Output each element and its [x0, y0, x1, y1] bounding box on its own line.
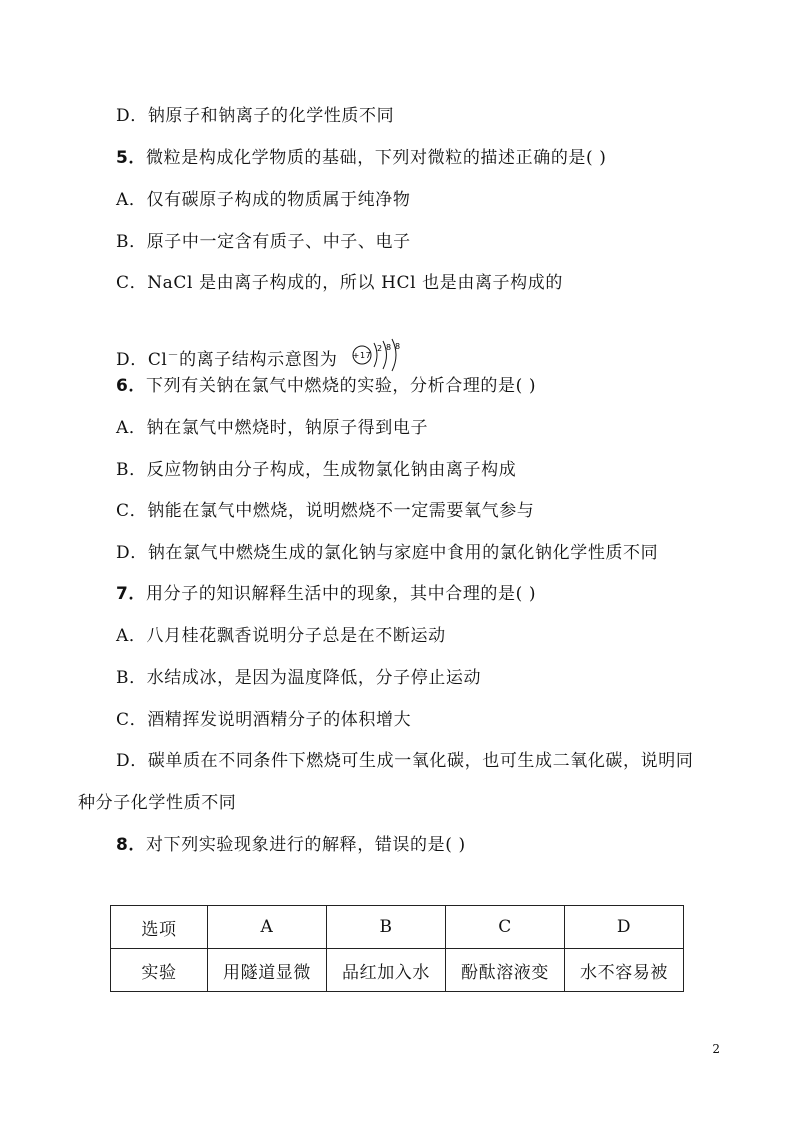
table-cell: 酚酞溶液变 [446, 949, 565, 992]
q7-number: 7． [116, 584, 147, 604]
shell-2-count: 8 [385, 343, 392, 352]
table-cell: 用隧道显微 [208, 949, 327, 992]
q5-option-c: C．NaCl 是由离子构成的，所以 HCl 也是由离子构成的 [116, 273, 563, 293]
q5-number: 5． [116, 148, 147, 168]
q5-option-b: B．原子中一定含有质子、中子、电子 [116, 232, 411, 252]
q5-stem: 5．微粒是构成化学物质的基础，下列对微粒的描述正确的是( ) [116, 148, 607, 168]
table-cell: 选项 [111, 906, 208, 949]
q6-option-a: A．钠在氯气中燃烧时，钠原子得到电子 [116, 418, 429, 438]
q7-stem: 7．用分子的知识解释生活中的现象，其中合理的是( ) [116, 584, 537, 604]
q8-stem: 8．对下列实验现象进行的解释，错误的是( ) [116, 835, 466, 855]
table-cell: 实验 [111, 949, 208, 992]
shell-3-count: 8 [394, 342, 401, 351]
table-cell: A [208, 906, 327, 949]
table-row [111, 949, 684, 992]
q6-number: 6． [116, 376, 147, 396]
table-cell: 品红加入水 [327, 949, 446, 992]
q7-option-a: A．八月桂花飘香说明分子总是在不断运动 [116, 626, 446, 646]
page-number: 2 [712, 1042, 720, 1056]
q6-option-b: B．反应物钠由分子构成，生成物氯化钠由离子构成 [116, 460, 517, 480]
q4-option-d: D．钠原子和钠离子的化学性质不同 [116, 106, 395, 126]
nucleus-label: +17 [352, 351, 371, 360]
table-cell: C [446, 906, 565, 949]
q7-option-b: B．水结成冰，是因为温度降低，分子停止运动 [116, 668, 482, 688]
ion-charge: － [167, 348, 180, 362]
q8-number: 8． [116, 835, 147, 855]
table-cell: D [565, 906, 684, 949]
options-table [110, 905, 684, 992]
table-cell: B [327, 906, 446, 949]
table-row [111, 906, 684, 949]
q5-option-a: A．仅有碳原子构成的物质属于纯净物 [116, 190, 411, 210]
q7-option-d-line1: D．碳单质在不同条件下燃烧可生成一氧化碳，也可生成二氧化碳，说明同 [116, 751, 694, 771]
table-cell: 水不容易被 [565, 949, 684, 992]
q5-option-d: D．Cl－的离子结构示意图为 +17 2 8 8 [116, 337, 410, 373]
q6-option-c: C．钠能在氯气中燃烧，说明燃烧不一定需要氧气参与 [116, 501, 535, 521]
chloride-ion-structure-diagram [350, 337, 410, 373]
q7-option-c: C．酒精挥发说明酒精分子的体积增大 [116, 710, 412, 730]
q6-stem: 6．下列有关钠在氯气中燃烧的实验，分析合理的是( ) [116, 376, 537, 396]
q6-option-d: D．钠在氯气中燃烧生成的氯化钠与家庭中食用的氯化钠化学性质不同 [116, 543, 659, 563]
shell-1-count: 2 [376, 344, 383, 353]
q7-option-d-line2: 种分子化学性质不同 [78, 793, 237, 813]
